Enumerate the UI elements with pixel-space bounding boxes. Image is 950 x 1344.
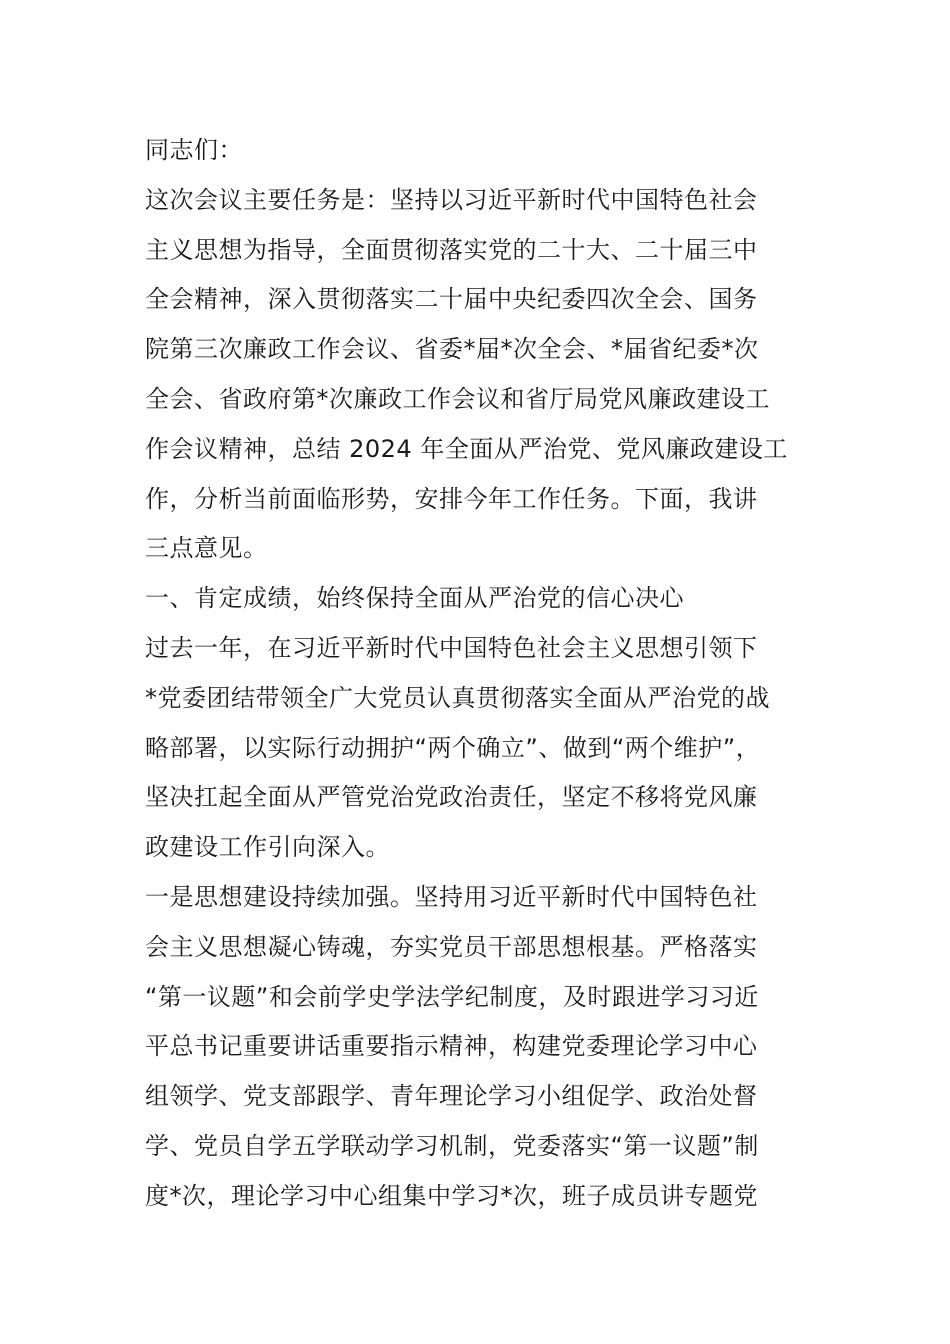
text-line: 政建设工作引向深入。 <box>145 833 390 862</box>
text-line: 学、党员自学五学联动学习机制，党委落实“第一议题”制 <box>145 1131 759 1160</box>
text-line: 主义思想为指导，全面贯彻落实党的二十大、二十届三中 <box>145 235 758 264</box>
text-line: 作会议精神，总结 2024 年全面从严治党、党风廉政建设工 <box>145 434 788 463</box>
text-line: 组领学、党支部跟学、青年理论学习小组促学、政治处督 <box>145 1082 758 1111</box>
text-line: 略部署，以实际行动拥护“两个确立”、做到“两个维护”， <box>145 733 761 762</box>
section-heading: 一、肯定成绩，始终保持全面从严治党的信心决心 <box>145 584 684 613</box>
speech-text <box>145 126 810 1222</box>
text-line: “第一议题”和会前学史学法学纪制度，及时跟进学习习近 <box>145 982 759 1011</box>
text-line: *党委团结带领全广大党员认真贯彻落实全面从严治党的战 <box>145 683 770 712</box>
text-line: 平总书记重要讲话重要指示精神，构建党委理论学习中心 <box>145 1032 758 1061</box>
text-line: 过去一年，在习近平新时代中国特色社会主义思想引领下 <box>145 633 758 662</box>
salutation-line: 同志们： <box>145 136 243 164</box>
text-line: 三点意见。 <box>145 534 268 563</box>
text-line: 坚决扛起全面从严管党治党政治责任，坚定不移将党风廉 <box>145 783 758 812</box>
text-line: 这次会议主要任务是：坚持以习近平新时代中国特色社会 <box>145 185 758 214</box>
text-line: 会主义思想凝心铸魂，夯实党员干部思想根基。严格落实 <box>145 932 758 961</box>
text-line: 全会、省政府第*次廉政工作会议和省厅局党风廉政建设工 <box>145 384 770 413</box>
text-line: 院第三次廉政工作会议、省委*届*次全会、*届省纪委*次 <box>145 335 759 364</box>
text-line: 度*次，理论学习中心组集中学习*次，班子成员讲专题党 <box>145 1181 758 1210</box>
text-line: 一是思想建设持续加强。坚持用习近平新时代中国特色社 <box>145 882 758 911</box>
text-line: 全会精神，深入贯彻落实二十届中央纪委四次全会、国务 <box>145 285 758 314</box>
text-line: 作，分析当前面临形势，安排今年工作任务。下面，我讲 <box>145 484 758 513</box>
